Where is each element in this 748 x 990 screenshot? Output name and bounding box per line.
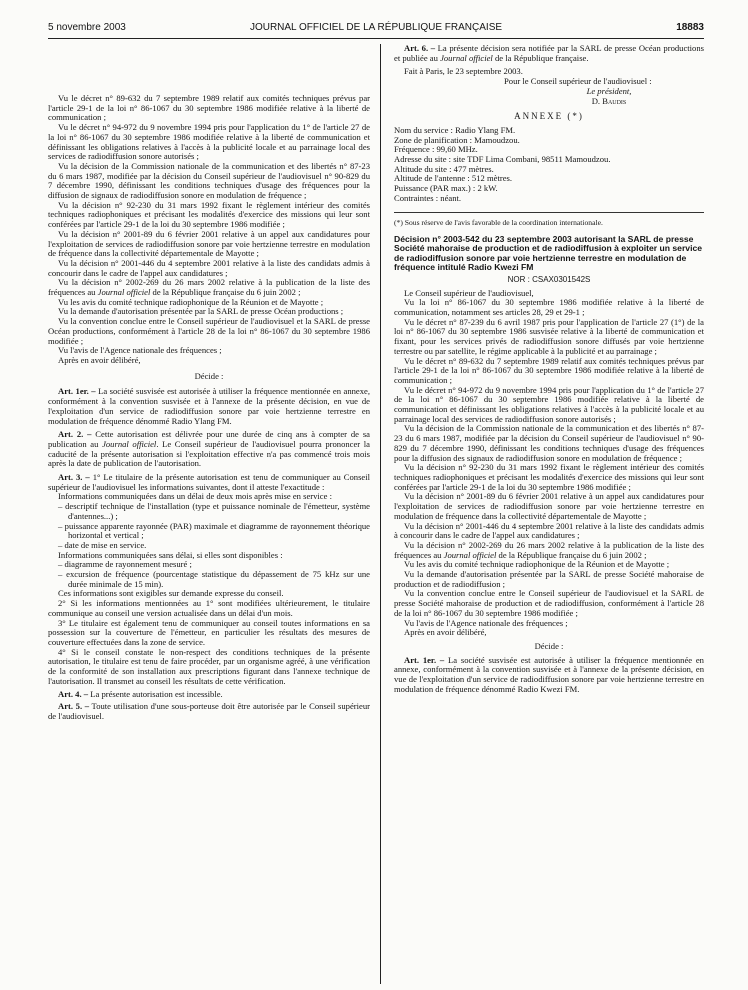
article-4: Art. 4. – La présente autorisation est incessible.: [58, 689, 223, 700]
annexe-item: Adresse du site : site TDF Lima Combani, 98511 Mamoudzou.: [394, 154, 611, 165]
visa: Vu l'avis de l'Agence nationale des fréquences ;: [58, 345, 222, 356]
visa: Vu la convention conclue entre le Conseil supérieur de l'audiovisuel et la SARL de presse Océan productions, conformément à l'article 28 de la loi n° 86-1067 du 30 septembre 1986 modifiée ;: [48, 316, 370, 346]
visa: Vu le décret n° 89-632 du 7 septembre 1989 relatif aux comités techniques prévus par l'article 29-1 de la loi n° 86-1067 du 30 septembre 1986 modifiée relative à la liberté de communication ;: [48, 93, 370, 123]
list-item: – diagramme de rayonnement mesuré ;: [58, 559, 192, 570]
visa: Vu le décret n° 87-239 du 6 avril 1987 pris pour l'application de l'article 27 (1°) de la loi n° 86-1067 du 30 septembre 1986 susvisée relative à la liberté de communication et fixant, pour les services privés de radiodiffusion sonore diffusés par voie hertzienne terrestre ou par satellite, le régime applicable à la publicité et au parrainage ;: [394, 316, 704, 356]
annexe-item: Altitude de l'antenne : 512 mètres.: [394, 173, 513, 184]
list-item: – descriptif technique de l'installation (type et puissance nominale de l'émetteur, système d'antennes...) ;: [58, 501, 370, 521]
visa: Vu l'avis de l'Agence nationale des fréquences ;: [404, 617, 568, 628]
decision-title: Décision n° 2003-542 du 23 septembre 2003 autorisant la SARL de presse Société mahoraise de production et de radiodiffusion à exploiter un service de radiodiffusion sonore par voie hertzienne terrestre en modulation de fréquence intitulé Radio Kwezi FM: [394, 233, 703, 273]
page-header: [48, 22, 704, 38]
column-divider: [380, 44, 381, 984]
annexe-title: ANNEXE (*): [514, 111, 584, 122]
annexe-item: Contraintes : néant.: [394, 192, 462, 203]
visa: Vu les avis du comité technique radiophonique de la Réunion et de Mayotte ;: [404, 559, 670, 570]
signature-place-date: Fait à Paris, le 23 septembre 2003.: [404, 66, 523, 77]
visa: Vu la décision n° 2001-89 du 6 février 2001 relative à un appel aux candidatures pour l'exploitation de services de radiodiffusion sonore par voie hertzienne terrestre en modulation de fréquence dans la collectivité départementale de Mayotte ;: [394, 491, 704, 521]
header-title: JOURNAL OFFICIEL DE LA RÉPUBLIQUE FRANÇAISE: [249, 22, 503, 33]
decide-heading: Décide :: [194, 370, 224, 381]
visa: Vu la décision n° 2002-269 du 26 mars 2002 relative à la publication de la liste des fréquences au Journal officiel de la République française du 6 juin 2002 ;: [394, 539, 704, 560]
visa: Vu la décision de la Commission nationale de la communication et des libertés n° 87-23 du 6 mars 1987, modifiée par la décision du Conseil supérieur de l'audiovisuel n° 90-829 du 7 décembre 1990, définissant les conditions techniques d'usage des fréquences pour la diffusion des signaux de radiodiffusion sonore en modulation de fréquence ;: [394, 423, 704, 463]
annexe-list: [394, 126, 704, 204]
visa: Vu la décision n° 2002-269 du 26 mars 2002 relative à la publication de la liste des fréquences au Journal officiel de la République française du 6 juin 2002 ;: [48, 277, 370, 298]
footnote: (*) Sous réserve de l'avis favorable de la coordination internationale.: [394, 212, 704, 227]
visa: Vu la demande d'autorisation présentée par la SARL de presse Océan productions ;: [58, 306, 344, 317]
article-3: Art. 3. – 1° Le titulaire de la présente autorisation est tenu de communiquer au Conseil supérieur de l'audiovisuel les informations suivantes, dont il atteste l'exactitude :: [48, 472, 370, 492]
visa: Vu la décision n° 2001-446 du 4 septembre 2001 relative à la liste des candidats admis à concourir dans le cadre de l'appel aux candidatures ;: [394, 520, 704, 541]
header-date: 5 novembre 2003: [48, 22, 126, 33]
deliberation: Après en avoir délibéré,: [58, 354, 141, 365]
info-nodelay: Informations communiquées sans délai, si elles sont disponibles :: [58, 549, 283, 560]
visa: Vu le décret n° 94-972 du 9 novembre 1994 pris pour l'application du 1° de l'article 27 de la loi n° 86-1067 du 30 septembre 1986 modifiée relative à la liberté de communication et définissant les obligations relatives à l'accès à la publicité locale et au parrainage local des services de radiodiffusion sonore autorisés ;: [48, 122, 370, 162]
nor-reference: NOR : CSAX0301542S: [507, 274, 591, 284]
article-3-paragraph: 3° Le titulaire est également tenu de communiquer au conseil toutes informations en sa possession sur la couverture de l'émetteur, en particulier les résultats des mesures de couverture effectuées dans la zone de service.: [48, 617, 370, 647]
annexe-item: Zone de planification : Mamoudzou.: [394, 134, 520, 145]
visa: Vu la décision n° 92-230 du 31 mars 1992 fixant le règlement intérieur des comités techniques radiophoniques et précisant les modalités d'exercice des missions qui leur sont conférées par l'article 29-1 de la loi du 30 septembre 1986 modifiée ;: [394, 462, 704, 492]
visa: Vu la convention conclue entre le Conseil supérieur de l'audiovisuel et la SARL de presse Société mahoraise de production et de radiodiffusion, conformément à l'article 28 de la loi n° 86-1067 du 30 septembre 1986 modifiée ;: [394, 588, 704, 618]
article-1: Art. 1er. – La société susvisée est autorisée à utiliser la fréquence mentionnée en annexe, conformément à la convention susvisée et à l'annexe de la présente décision, en vue de l'exploitation d'un service de radiodiffusion sonore par voie hertzienne terrestre en modulation de fréquence dénommé Radio Kwezi FM.: [394, 654, 704, 694]
visa: Vu le décret n° 94-972 du 9 novembre 1994 pris pour l'application du 1° de l'article 27 de la loi n° 86-1067 du 30 septembre 1986 modifiée relative à la liberté de communication et définissant les obligations relatives à l'accès à la publicité locale et au parrainage local des services de radiodiffusion sonore autorisés ;: [394, 384, 704, 424]
article-3-paragraph: Ces informations sont exigibles sur demande expresse du conseil.: [58, 588, 284, 599]
annexe-item: Altitude du site : 477 mètres.: [394, 163, 494, 174]
visa: Vu la décision de la Commission nationale de la communication et des libertés n° 87-23 du 6 mars 1987, modifiée par la décision du Conseil supérieur de l'audiovisuel n° 90-829 du 7 décembre 1990, définissant les conditions techniques d'usage des fréquences pour la diffusion de signaux de radiodiffusion sonore en modulation de fréquence ;: [48, 160, 370, 201]
list-item: – date de mise en service.: [58, 539, 147, 550]
annexe-item: Fréquence : 99,60 MHz.: [394, 144, 478, 155]
visa: Vu la décision n° 2001-446 du 4 septembre 2001 relative à la liste des candidats admis à concourir dans le cadre de l'appel aux candidatures ;: [48, 257, 370, 278]
visa: Vu la loi n° 86-1067 du 30 septembre 1986 modifiée relative à la liberté de communication, notamment ses articles 28, 29 et 29-1 ;: [394, 297, 704, 318]
visa: Vu les avis du comité technique radiophonique de la Réunion et de Mayotte ;: [58, 296, 324, 307]
signature-role: Le président,: [586, 85, 632, 96]
annexe-item: Nom du service : Radio Ylang FM.: [394, 124, 516, 135]
signature-name: D. Baudis: [591, 95, 627, 106]
deliberation: Après en avoir délibéré,: [404, 627, 487, 638]
annexe-item: Puissance (PAR max.) : 2 kW.: [394, 183, 498, 194]
visa: Vu le décret n° 89-632 du 7 septembre 1989 relatif aux comités techniques prévus par l'article 29-1 de la loi n° 86-1067 du 30 septembre 1986 modifiée relative à la liberté de communication ;: [394, 355, 704, 385]
list-item: – puissance apparente rayonnée (PAR) maximale et diagramme de rayonnement théorique horizontal et vertical ;: [58, 520, 370, 541]
visa: Vu la décision n° 92-230 du 31 mars 1992 fixant le règlement intérieur des comités techniques radiophoniques et précisant les modalités d'exercice des missions qui leur sont conférées par l'article 29-1 de la loi du 30 septembre 1986 modifiée ;: [48, 199, 370, 230]
decide-heading: Décide :: [534, 640, 564, 651]
list-item: – excursion de fréquence (pourcentage statistique du dépassement de 75 kHz sur une durée minimale de 15 min).: [58, 569, 370, 589]
left-column: [48, 94, 370, 722]
article-2: Art. 2. – Cette autorisation est délivrée pour une durée de cinq ans à compter de sa publication au Journal officiel. Le Conseil supérieur de l'audiovisuel pourra prononcer la caducité de la présente autorisation si l'exploitation effective n'a pas commencé trois mois après la date de publication de l'autorisation.: [48, 429, 371, 469]
conseil-intro: Le Conseil supérieur de l'audiovisuel,: [404, 287, 534, 298]
header-page-number: 18883: [676, 22, 704, 33]
header-rule: [48, 38, 704, 39]
right-column: [394, 44, 704, 694]
signature-authority: Pour le Conseil supérieur de l'audiovisuel :: [504, 76, 652, 87]
visa: Vu la demande d'autorisation présentée par la SARL de presse Société mahoraise de production et de radiodiffusion ;: [394, 569, 704, 589]
article-3-paragraph: 4° Si le conseil constate le non-respect des conditions techniques de la présente autorisation, le titulaire est tenu de faire procéder, par un organisme agréé, à une vérification de la conformité de son installation aux prescriptions figurant dans l'annexe technique de l'autorisation. Il transmet au conseil les résultats de cette vérification.: [48, 646, 370, 686]
info-delay: Informations communiquées dans un délai de deux mois après mise en service :: [58, 491, 332, 502]
visa: Vu la décision n° 2001-89 du 6 février 2001 relative à un appel aux candidatures pour l'exploitation de services de radiodiffusion sonore par voie hertzienne terrestre en modulation de fréquence dans la collectivité départementale de Mayotte ;: [48, 228, 370, 259]
article-5: Art. 5. – Toute utilisation d'une sous-porteuse doit être autorisée par le Conseil supérieur de l'audiovisuel.: [48, 701, 370, 721]
article-1: Art. 1er. – La société susvisée est autorisée à utiliser la fréquence mentionnée en annexe, conformément à la convention susvisée et à l'annexe de la présente décision, en vue de l'exploitation d'un service de radiodiffusion sonore par voie hertzienne terrestre en modulation de fréquence dénommé Radio Ylang FM.: [48, 386, 370, 426]
article-3-paragraph: 2° Si les informations mentionnées au 1° sont modifiées ultérieurement, le titulaire communique au conseil une version actualisée dans un délai d'un mois.: [48, 598, 370, 618]
journal-officiel-ref: Journal officiel: [97, 287, 151, 298]
article-6: Art. 6. – La présente décision sera notifiée par la SARL de presse Océan productions et publiée au Journal officiel de la République française.: [394, 43, 704, 63]
